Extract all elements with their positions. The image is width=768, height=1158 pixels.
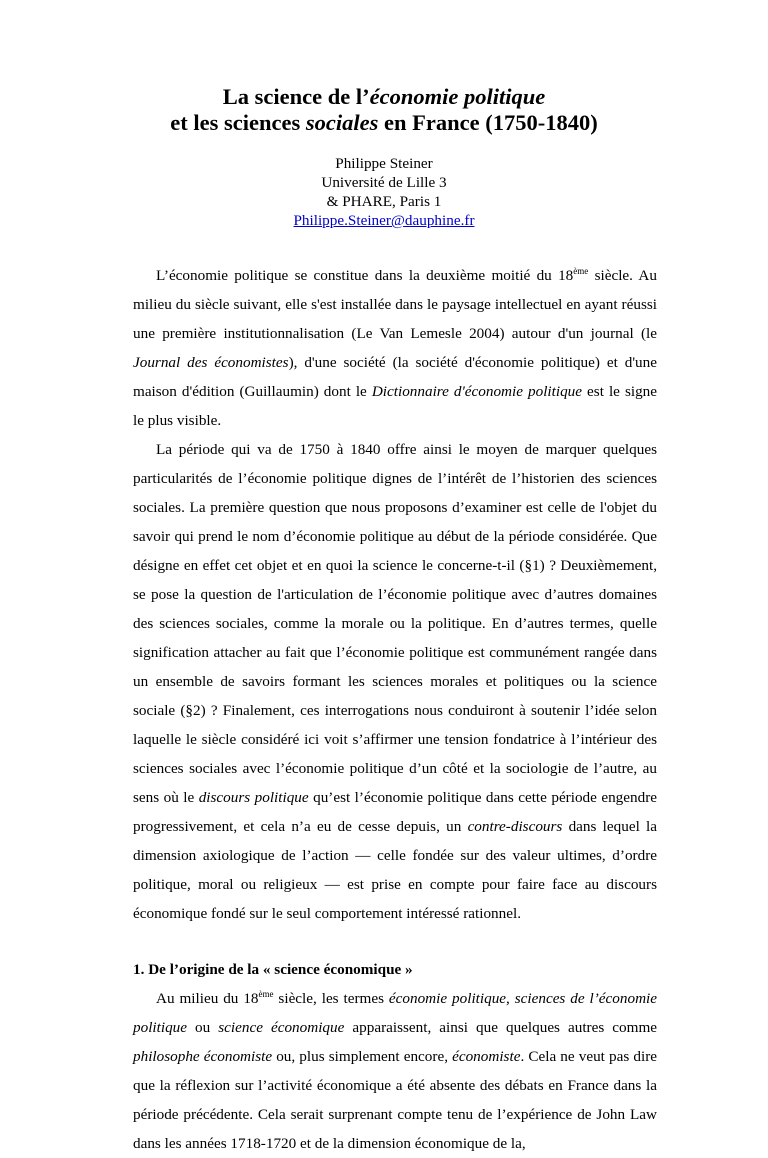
p1-text-3: ), d'une société (la société d'économie politique) et d'une maison d'édition (Guillaumin) dont le [133,354,657,400]
p3-italic-4: philosophe économiste [133,1048,273,1065]
author-email-link[interactable]: Philippe.Steiner@dauphine.fr [293,212,475,229]
author-block [0,154,768,230]
section-1-heading: 1. De l’origine de la « science économique » [133,961,413,978]
body-text [133,261,657,1158]
p3-text-4: ou [187,1019,219,1036]
p1-italic-1: Journal des économistes [133,354,289,371]
author-affiliation-2: & PHARE, Paris 1 [326,193,442,210]
title-line-2-italic: sociales [305,110,379,135]
p3-italic-5: économiste [452,1048,521,1065]
p3-text-6: ou, plus simplement encore, [272,1048,453,1065]
p1-text-4: est le signe le plus visible. [133,383,658,429]
paragraph-2 [133,435,657,928]
p3-italic-2: sciences de l’économie politique [133,990,657,1036]
author-affiliation-1: Université de Lille 3 [321,174,447,191]
paragraph-1 [133,261,657,435]
p3-text-5: apparaissent, ainsi que quelques autres comme [344,1019,657,1036]
title-line-1-prefix: La science de l’ [222,84,370,109]
p3-text-7: . Cela ne veut pas dire que la réflexion sur l’activité économique a été absente des débats en France dans la période précédente. Cela serait surprenant compte tenu de l’expérience de John Law dans les années 1718-1720 et de la dimension économique de la, [133,1048,657,1152]
paragraph-3 [133,984,657,1158]
author-name: Philippe Steiner [335,155,433,172]
title-line-1 [0,84,768,110]
p3-text-2: siècle, les termes [273,990,389,1007]
p2-text-2: qu’est l’économie politique dans cette période engendre progressivement, et cela n’a eu de cesse depuis, un [133,789,658,835]
p3-text-1: Au milieu du 18 [156,990,259,1007]
p1-text-1: L’économie politique se constitue dans la deuxième moitié du 18 [156,267,574,284]
p3-italic-3: science économique [218,1019,345,1036]
title-line-2-prefix: et les sciences [170,110,306,135]
title-line-2-suffix: en France (1750-1840) [378,110,598,135]
p2-text-3: dans lequel la dimension axiologique de l’action — celle fondée sur des valeur ultimes, d’ordre politique, moral ou religieux — est prise en compte pour faire face au discours économique fondé sur le seul comportement intéressé rationnel. [133,818,657,922]
p2-italic-2: contre-discours [467,818,563,835]
p2-text-1: La période qui va de 1750 à 1840 offre ainsi le moyen de marquer quelques particularités de l’économie politique dignes de l’intérêt de l’historien des sciences sociales. La première question que nous proposons d’examiner est celle de l'objet du savoir qui prend le nom d’économie politique au début de la période considérée. Que désigne en effet cet objet et en quoi la science le concerne-t-il (§1) ? Deuxièmement, se pose la question de l'articulation de l’économie politique avec d’autres domaines des sciences sociales, comme la morale ou la politique. En d’autres termes, quelle signification attacher au fait que l’économie politique est communément rangée dans un ensemble de savoirs formant les sciences morales et politiques ou la science sociale (§2) ? Finalement, ces interrogations nous conduiront à soutenir l’idée selon laquelle le siècle considéré ici voit s’affirmer une tension fondatrice à l’intérieur des sciences sociales avec l’économie politique d’un côté et la sociologie de l’autre, au sens où le [133,441,657,806]
p1-text-2: siècle. Au milieu du siècle suivant, elle s'est installée dans le paysage intellectuel en ayant réussi une première institutionnalisation (Le Van Lemesle 2004) autour d'un journal (le [133,267,657,342]
title-line-2 [0,110,768,136]
p1-superscript: ème [573,265,589,276]
p3-superscript: ème [258,988,274,999]
p2-italic-1: discours politique [198,789,309,806]
title-line-1-italic: économie politique [369,84,546,109]
p1-italic-2: Dictionnaire d'économie politique [371,383,582,400]
p3-italic-1: économie politique [388,990,507,1007]
p3-text-3: , [506,990,515,1007]
